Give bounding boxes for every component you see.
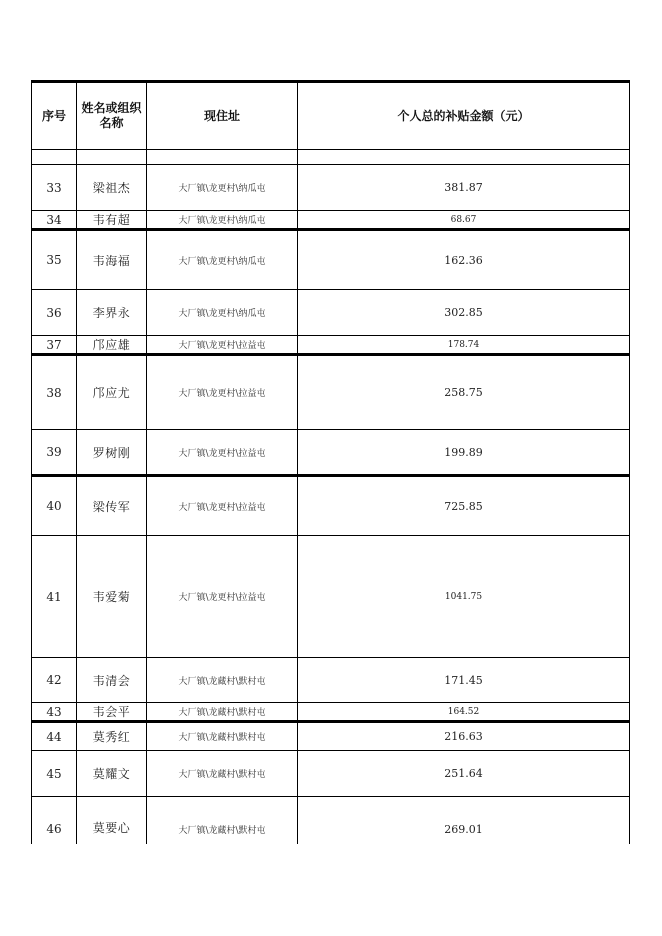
address-cell: 大厂镇\龙藏村\默村屯 — [147, 703, 298, 722]
seq-cell: 41 — [32, 536, 77, 658]
table-row — [32, 476, 630, 536]
header-amount: 个人总的补贴金额（元） — [298, 82, 630, 150]
table-row — [32, 336, 630, 355]
address-cell: 大厂镇\龙更村\拉益屯 — [147, 355, 298, 430]
amount-cell: 216.63 — [298, 722, 630, 751]
address-cell: 大厂镇\龙更村\拉益屯 — [147, 476, 298, 536]
seq-cell: 44 — [32, 722, 77, 751]
seq-cell: 37 — [32, 336, 77, 355]
amount-cell: 171.45 — [298, 658, 630, 703]
table-row — [32, 722, 630, 751]
name-cell: 梁祖杰 — [77, 165, 147, 211]
address-cell: 大厂镇\龙更村\纳瓜屯 — [147, 211, 298, 230]
amount-cell: 1041.75 — [298, 536, 630, 658]
seq-cell: 34 — [32, 211, 77, 230]
table-row — [32, 751, 630, 797]
address-cell: 大厂镇\龙藏村\默村屯 — [147, 751, 298, 797]
name-cell: 莫要心 — [77, 797, 147, 844]
name-cell: 韦海福 — [77, 230, 147, 290]
amount-cell: 302.85 — [298, 290, 630, 336]
address-cell: 大厂镇\龙藏村\默村屯 — [147, 722, 298, 751]
seq-cell: 42 — [32, 658, 77, 703]
address-cell: 大厂镇\龙更村\纳瓜屯 — [147, 230, 298, 290]
header-row — [32, 82, 630, 150]
empty-cell — [147, 150, 298, 165]
empty-cell — [298, 150, 630, 165]
name-cell: 梁传军 — [77, 476, 147, 536]
amount-cell: 68.67 — [298, 211, 630, 230]
amount-cell: 164.52 — [298, 703, 630, 722]
amount-cell: 381.87 — [298, 165, 630, 211]
seq-cell: 40 — [32, 476, 77, 536]
table-row — [32, 536, 630, 658]
table-row — [32, 658, 630, 703]
seq-cell: 45 — [32, 751, 77, 797]
amount-cell: 251.64 — [298, 751, 630, 797]
table-row — [32, 355, 630, 430]
header-seq: 序号 — [32, 82, 77, 150]
empty-cell — [32, 150, 77, 165]
name-cell: 邝应雄 — [77, 336, 147, 355]
seq-cell: 39 — [32, 430, 77, 476]
name-cell: 莫秀红 — [77, 722, 147, 751]
address-cell: 大厂镇\龙更村\拉益屯 — [147, 430, 298, 476]
spreadsheet-page — [31, 80, 629, 844]
header-address: 现住址 — [147, 82, 298, 150]
seq-cell: 35 — [32, 230, 77, 290]
name-cell: 李界永 — [77, 290, 147, 336]
table-row — [32, 797, 630, 844]
subsidy-table — [31, 80, 630, 844]
table-row — [32, 165, 630, 211]
amount-cell: 162.36 — [298, 230, 630, 290]
header-name: 姓名或组织名称 — [77, 82, 147, 150]
amount-cell: 258.75 — [298, 355, 630, 430]
name-cell: 韦爱菊 — [77, 536, 147, 658]
amount-cell: 178.74 — [298, 336, 630, 355]
table-row — [32, 430, 630, 476]
address-cell: 大厂镇\龙更村\纳瓜屯 — [147, 165, 298, 211]
seq-cell: 43 — [32, 703, 77, 722]
amount-cell: 725.85 — [298, 476, 630, 536]
address-cell: 大厂镇\龙藏村\默村屯 — [147, 658, 298, 703]
address-cell: 大厂镇\龙更村\拉益屯 — [147, 336, 298, 355]
table-row — [32, 290, 630, 336]
seq-cell: 36 — [32, 290, 77, 336]
name-cell: 罗树刚 — [77, 430, 147, 476]
table-row — [32, 230, 630, 290]
name-cell: 邝应尤 — [77, 355, 147, 430]
name-cell: 韦有超 — [77, 211, 147, 230]
seq-cell: 38 — [32, 355, 77, 430]
name-cell: 莫耀文 — [77, 751, 147, 797]
empty-cell — [77, 150, 147, 165]
amount-cell: 269.01 — [298, 797, 630, 844]
name-cell: 韦清会 — [77, 658, 147, 703]
seq-cell: 33 — [32, 165, 77, 211]
table-row — [32, 703, 630, 722]
address-cell: 大厂镇\龙更村\拉益屯 — [147, 536, 298, 658]
table-row — [32, 211, 630, 230]
address-cell: 大厂镇\龙更村\纳瓜屯 — [147, 290, 298, 336]
amount-cell: 199.89 — [298, 430, 630, 476]
address-cell: 大厂镇\龙藏村\默村屯 — [147, 797, 298, 844]
empty-row — [32, 150, 630, 165]
seq-cell: 46 — [32, 797, 77, 844]
name-cell: 韦会平 — [77, 703, 147, 722]
